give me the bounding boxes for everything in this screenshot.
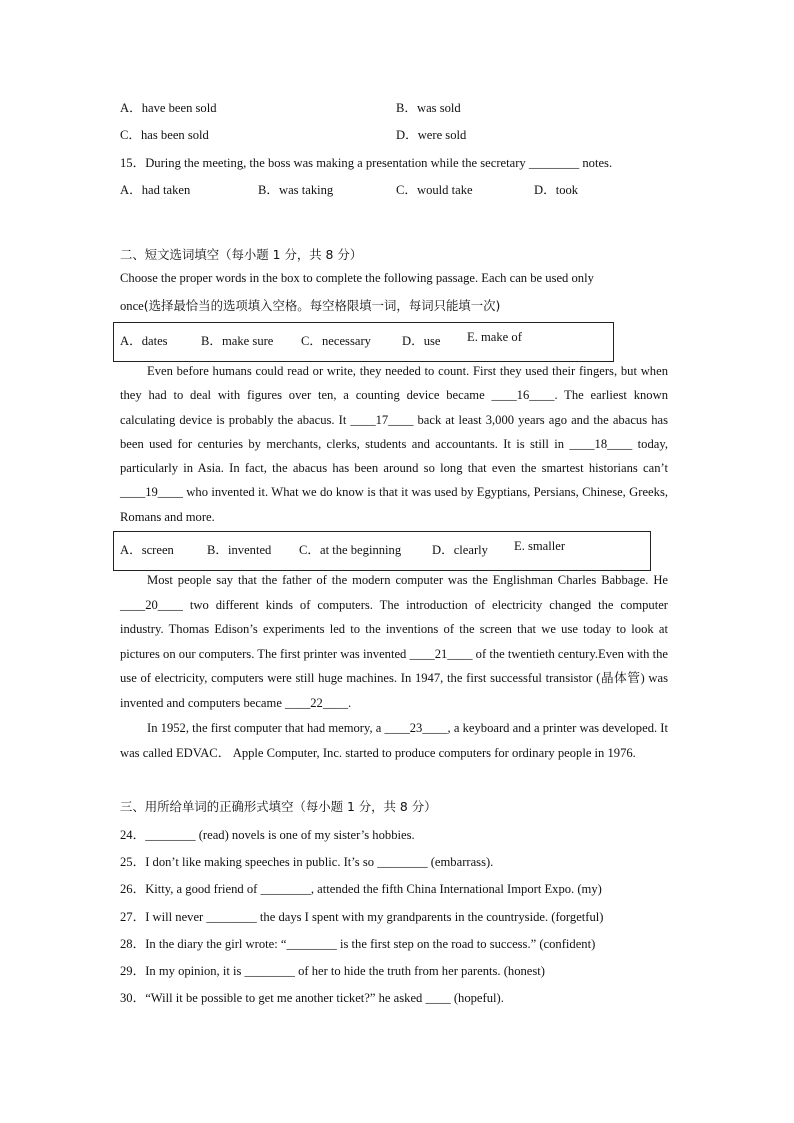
section2-instruction-1: Choose the proper words in the box to complete the following passage. Each can be used only xyxy=(120,271,594,285)
word-box-2-option: D．clearly xyxy=(432,543,488,557)
question-item: 24．________ (read) novels is one of my sister’s hobbies. xyxy=(120,828,415,842)
q15-option-c: C．would take xyxy=(396,183,473,197)
question-item: 25．I don’t like making speeches in public. It’s so ________ (embarrass). xyxy=(120,855,494,869)
word-box-1-option: A．dates xyxy=(120,334,168,348)
word-box-1 xyxy=(113,322,614,362)
q14-option-d: D．were sold xyxy=(396,128,467,142)
passage-2-text: Most people say that the father of the modern computer was the Englishman Charles Babbage. He ____20____ two different kinds of computers. The introduction of electricity changed the computer industry. Thomas Edison’s experiments led to the inventions of the screen that we use today to look at pictures on our computers. The first printer was invented ____21____ of the twentieth century.Even with the use of electricity, computers were still huge machines. In 1947, the first successful transistor (晶体管) was invented and computers became ____22____. xyxy=(120,573,668,710)
q14-option-a: A．have been sold xyxy=(120,101,217,115)
passage-3 xyxy=(120,716,668,767)
question-item: 29．In my opinion, it is ________ of her to hide the truth from her parents. (honest) xyxy=(120,964,545,978)
q15-option-a: A．had taken xyxy=(120,183,191,197)
passage-1 xyxy=(120,359,668,529)
section2-title: 二、短文选词填空（每小题 1 分，共 8 分） xyxy=(120,247,363,262)
word-box-2-option: E. smaller xyxy=(514,539,566,553)
q14-option-b: B．was sold xyxy=(396,101,461,115)
section2-instruction-2-en: once xyxy=(120,299,144,313)
question-item: 27．I will never ________ the days I spent with my grandparents in the countryside. (forgetful) xyxy=(120,910,604,924)
word-box-2-option: C．at the beginning xyxy=(299,543,402,557)
section2-instruction-2 xyxy=(120,296,500,314)
word-box-1-option: D．use xyxy=(402,334,441,348)
word-box-2 xyxy=(113,531,651,571)
word-box-1-option: C．necessary xyxy=(301,334,371,348)
word-box-2-option: B．invented xyxy=(207,543,272,557)
section2-instruction-2-zh: (选择最恰当的选项填入空格。每空格限填一词，每词只能填一次) xyxy=(143,298,501,313)
q14-option-c: C．has been sold xyxy=(120,128,209,142)
question-item: 26．Kitty, a good friend of ________, attended the fifth China International Import Expo. (my) xyxy=(120,882,602,896)
q15-option-d: D．took xyxy=(534,183,579,197)
question-item: 30．“Will it be possible to get me another ticket?” he asked ____ (hopeful). xyxy=(120,991,504,1005)
word-box-1-option: B．make sure xyxy=(201,334,274,348)
passage-3-text: In 1952, the first computer that had memory, a ____23____, a keyboard and a printer was developed. It was called EDVAC． Apple Computer, Inc. started to produce computers for ordinary people in 1976. xyxy=(120,721,668,761)
passage-1-text: Even before humans could read or write, they needed to count. First they used their fingers, but when they had to deal with figures over ten, a counting device became ____16____. The earliest known calculating device is probably the abacus. It ____17____ back at least 3,000 years ago and the abacus has been used for centuries by merchants, clerks, students and accountants. It is still in ____18____ today, particularly in Asia. In fact, the abacus has been around so long that even the smartest historians can’t ____19____ who invented it. What we do know is that it was used by Egyptians, Persians, Chinese, Greeks, Romans and more. xyxy=(120,364,668,524)
section3-title: 三、用所给单词的正确形式填空（每小题 1 分，共 8 分） xyxy=(120,799,437,814)
word-box-1-option: E. make of xyxy=(467,330,522,344)
q15-stem: 15．During the meeting, the boss was making a presentation while the secretary ________ notes. xyxy=(120,156,613,170)
q15-option-b: B．was taking xyxy=(258,183,334,197)
passage-2 xyxy=(120,568,668,715)
word-box-2-option: A．screen xyxy=(120,543,174,557)
question-item: 28．In the diary the girl wrote: “________ is the first step on the road to success.” (confident) xyxy=(120,937,596,951)
